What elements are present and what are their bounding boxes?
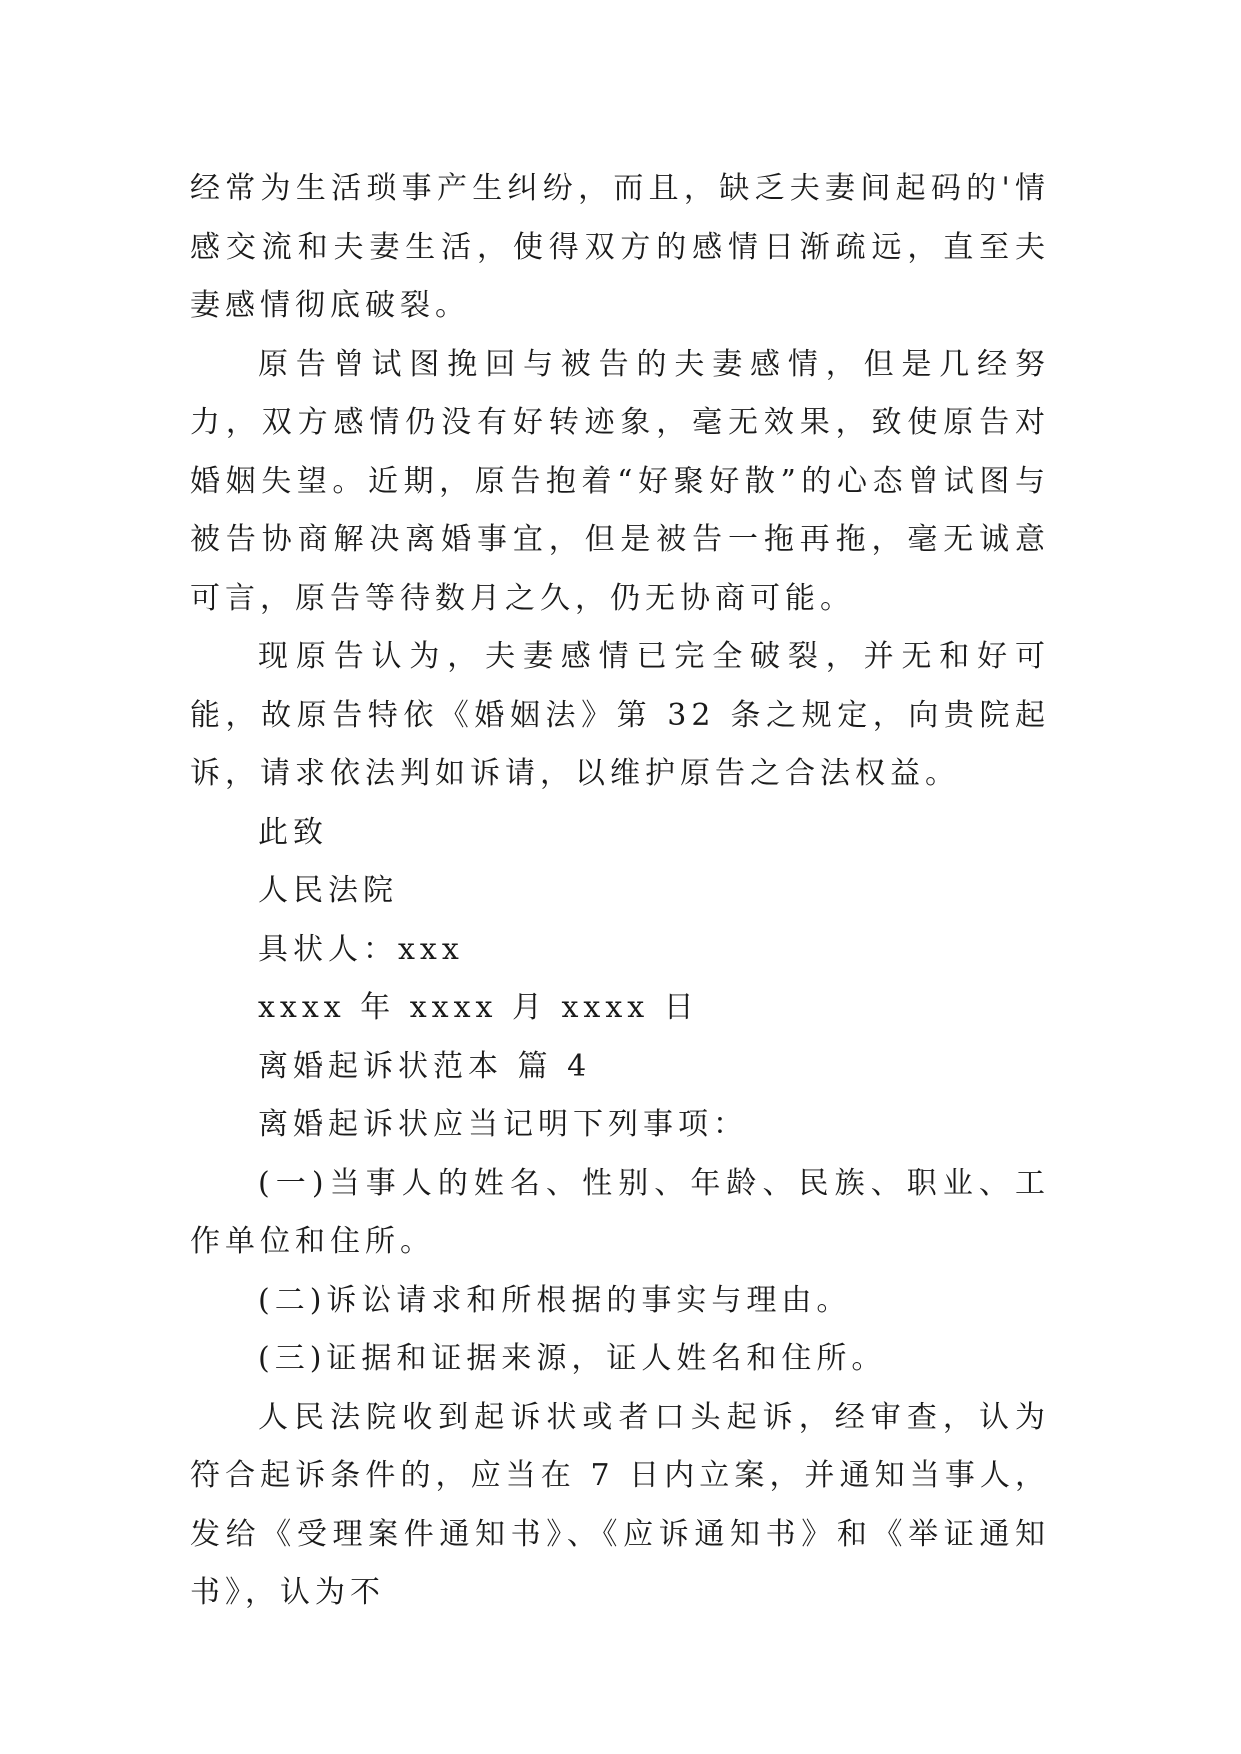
date-line: xxxx 年 xxxx 月 xxxx 日 — [258, 990, 699, 1025]
paragraph-claim: 现原告认为，夫妻感情已完全破裂，并无和好可能，故原告特依《婚姻法》第 32 条之规定，向贵院起诉，请求依法判如诉请，以维护原告之合法权益。 — [190, 639, 1050, 791]
paragraph-court-procedure: 人民法院收到起诉状或者口头起诉，经审查，认为符合起诉条件的，应当在 7 日内立案，并通知当事人，发给《受理案件通知书》、《应诉通知书》和《举证通知书》，认为不 — [190, 1399, 1050, 1610]
list-item: (二)诉讼请求和所根据的事实与理由。 — [258, 1282, 852, 1318]
court-addressee: 人民法院 — [258, 873, 398, 908]
paragraph-continuation: 经常为生活琐事产生纠纷，而且，缺乏夫妻间起码的'情感交流和夫妻生活，使得双方的感情日渐疏远，直至夫妻感情彻底破裂。 — [190, 171, 1050, 323]
closing-salutation: 此致 — [258, 814, 328, 850]
list-item: (一)当事人的姓名、性别、年龄、民族、职业、工作单位和住所。 — [190, 1165, 1050, 1259]
document-body — [190, 160, 1050, 1623]
list-item: (三)证据和证据来源，证人姓名和住所。 — [258, 1341, 887, 1376]
section-heading: 离婚起诉状范本 篇 4 — [258, 1048, 592, 1084]
signatory-line: 具状人：xxx — [258, 931, 464, 967]
items-intro: 离婚起诉状应当记明下列事项： — [258, 1107, 748, 1142]
paragraph-reconciliation-attempt: 原告曾试图挽回与被告的夫妻感情，但是几经努力，双方感情仍没有好转迹象，毫无效果，致使原告对婚姻失望。近期，原告抱着“好聚好散”的心态曾试图与被告协商解决离婚事宜，但是被告一拖再拖，毫无诚意可言，原告等待数月之久，仍无协商可能。 — [190, 346, 1050, 616]
